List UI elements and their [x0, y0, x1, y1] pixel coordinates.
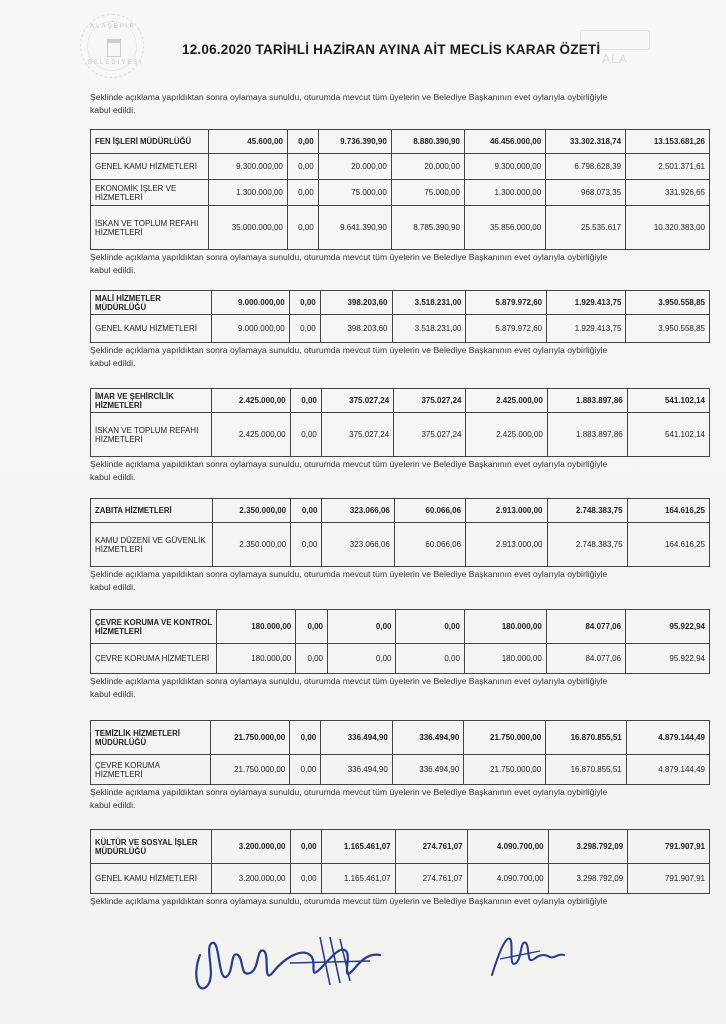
amount-cell: 164.616,25 — [627, 499, 709, 523]
note-line: kabul edildi. — [90, 472, 136, 482]
note-line: Şeklinde açıklama yapıldıktan sonra oylamaya sunuldu, oturumda mevcut tüm üyelerin ve Belediye Başkanının evet oylarıyla oybirliğiyle — [90, 569, 608, 579]
note-line: Şeklinde açıklama yapıldıktan sonra oylamaya sunuldu, oturumda mevcut tüm üyelerin ve Belediye Başkanının evet oylarıyla oybirliğiyle — [90, 459, 608, 469]
amount-cell: 0,00 — [287, 180, 318, 206]
amount-cell: 0,00 — [328, 644, 396, 674]
note-line: kabul edildi. — [90, 800, 136, 810]
amount-cell: 0,00 — [328, 610, 396, 644]
table-row — [91, 315, 710, 343]
department-name: FEN İŞLERİ MÜDÜRLÜĞÜ — [91, 130, 209, 154]
amount-cell: 2.425.000,00 — [466, 389, 547, 413]
seal-ring — [87, 21, 144, 71]
department-name: İMAR VE ŞEHİRCİLİK HİZMETLERİ — [91, 389, 212, 413]
amount-cell: 2.913.000,00 — [466, 523, 547, 567]
function-name: ÇEVRE KORUMA HİZMETLERİ — [91, 755, 211, 785]
amount-cell: 180.000,00 — [464, 644, 546, 674]
amount-cell: 9.300.000,00 — [209, 154, 288, 180]
table-header-row — [91, 130, 710, 154]
seal-text-bottom: BELEDİYESİ — [88, 60, 144, 66]
amount-cell: 21.750.000,00 — [211, 721, 290, 755]
amount-cell: 20.000,00 — [318, 154, 391, 180]
amount-cell: 2.425.000,00 — [212, 413, 291, 457]
amount-cell: 3.950.558,85 — [626, 291, 710, 315]
table-header-row — [91, 830, 710, 864]
amount-cell: 35.000.000,00 — [209, 206, 288, 250]
function-name: İSKAN VE TOPLUM REFAHI HİZMETLERİ — [91, 413, 212, 457]
amount-cell: 180.000,00 — [464, 610, 546, 644]
amount-cell: 1.929.413,75 — [547, 315, 626, 343]
department-name: ZABITA HİZMETLERİ — [91, 499, 213, 523]
amount-cell: 331.926,65 — [626, 180, 710, 206]
amount-cell: 375.027,24 — [394, 413, 466, 457]
amount-cell: 75.000,00 — [391, 180, 464, 206]
amount-cell: 0,00 — [296, 644, 328, 674]
function-name: GENEL KAMU HİZMETLERİ — [91, 154, 209, 180]
function-name: İSKAN VE TOPLUM REFAHI HİZMETLERİ — [91, 206, 209, 250]
amount-cell: 60.066,06 — [394, 523, 465, 567]
budget-table — [90, 388, 710, 457]
approval-note — [90, 786, 710, 812]
approval-note — [90, 675, 710, 701]
table-row — [91, 154, 710, 180]
amount-cell: 46.456.000,00 — [464, 130, 545, 154]
amount-cell: 2.913.000,00 — [466, 499, 547, 523]
amount-cell: 20.000,00 — [391, 154, 464, 180]
amount-cell: 8.785.390,90 — [391, 206, 464, 250]
amount-cell: 180.000,00 — [217, 644, 296, 674]
watermark-box — [580, 30, 650, 50]
approval-note — [90, 344, 710, 370]
amount-cell: 9.300.000,00 — [464, 154, 545, 180]
watermark-logo — [580, 30, 650, 74]
department-name: KÜLTÜR VE SOSYAL İŞLER MÜDÜRLÜĞÜ — [91, 830, 212, 864]
amount-cell: 0,00 — [291, 499, 322, 523]
amount-cell: 2.425.000,00 — [466, 413, 547, 457]
amount-cell: 336.494,90 — [321, 721, 393, 755]
table-row — [91, 864, 710, 894]
amount-cell: 180.000,00 — [217, 610, 296, 644]
amount-cell: 2.501.371,61 — [626, 154, 710, 180]
amount-cell: 2.748.383,75 — [547, 499, 627, 523]
amount-cell: 75.000,00 — [318, 180, 391, 206]
amount-cell: 375.027,24 — [321, 413, 393, 457]
department-name: TEMİZLİK HİZMETLERİ MÜDÜRLÜĞÜ — [91, 721, 211, 755]
seal-building-icon — [107, 39, 121, 57]
amount-cell: 0,00 — [287, 130, 318, 154]
table-header-row — [91, 610, 710, 644]
amount-cell: 0,00 — [287, 154, 318, 180]
amount-cell: 3.518.231,00 — [392, 291, 466, 315]
amount-cell: 16.870.855,51 — [546, 755, 627, 785]
amount-cell: 968.073,35 — [546, 180, 626, 206]
amount-cell: 9.641.390,90 — [318, 206, 391, 250]
amount-cell: 0,00 — [291, 523, 322, 567]
signature-2 — [480, 925, 580, 985]
amount-cell: 336.494,90 — [392, 755, 464, 785]
amount-cell: 0,00 — [287, 206, 318, 250]
note-line: kabul edildi. — [90, 582, 136, 592]
function-name: EKONOMİK İŞLER VE HİZMETLERİ — [91, 180, 209, 206]
amount-cell: 45.600,00 — [209, 130, 288, 154]
function-name: KAMU DÜZENİ VE GÜVENLİK HİZMETLERİ — [91, 523, 213, 567]
note-line: Şeklinde açıklama yapıldıktan sonra oylamaya sunuldu, oturumda mevcut tüm üyelerin ve Belediye Başkanının evet oylarıyla oybirliğiyle — [90, 92, 608, 102]
amount-cell: 274.761,07 — [395, 830, 467, 864]
amount-cell: 2.748.383,75 — [547, 523, 627, 567]
amount-cell: 375.027,24 — [394, 389, 466, 413]
amount-cell: 1.300.000,00 — [209, 180, 288, 206]
amount-cell: 21.750.000,00 — [464, 721, 546, 755]
municipality-seal-logo — [80, 14, 144, 78]
amount-cell: 1.883.897,86 — [547, 389, 627, 413]
budget-table — [90, 498, 710, 567]
budget-table — [90, 609, 710, 674]
amount-cell: 398.203,60 — [320, 315, 392, 343]
note-line: Şeklinde açıklama yapıldıktan sonra oylamaya sunuldu, oturumda mevcut tüm üyelerin ve Belediye Başkanının evet oylarıyla oybirliğiyle — [90, 345, 608, 355]
function-name: ÇEVRE KORUMA HİZMETLERİ — [91, 644, 217, 674]
amount-cell: 1.300.000,00 — [464, 180, 545, 206]
amount-cell: 398.203,60 — [320, 291, 392, 315]
table-header-row — [91, 291, 710, 315]
amount-cell: 164.616,25 — [627, 523, 709, 567]
note-line: kabul edildi. — [90, 105, 136, 115]
table-row — [91, 755, 710, 785]
amount-cell: 1.165.461,07 — [321, 864, 395, 894]
table-header-row — [91, 499, 710, 523]
table-row — [91, 206, 710, 250]
table-header-row — [91, 389, 710, 413]
amount-cell: 4.879.144,49 — [626, 721, 709, 755]
watermark-text: ALA — [602, 52, 628, 66]
amount-cell: 0,00 — [290, 864, 321, 894]
amount-cell: 274.761,07 — [395, 864, 467, 894]
table-header-row — [91, 721, 710, 755]
page-title: 12.06.2020 TARİHLİ HAZİRAN AYINA AİT MECLİS KARAR ÖZETİ — [182, 42, 601, 57]
amount-cell: 2.350.000,00 — [212, 499, 291, 523]
amount-cell: 0,00 — [290, 389, 321, 413]
signature-1 — [190, 925, 390, 1000]
amount-cell: 95.922,94 — [626, 644, 710, 674]
amount-cell: 0,00 — [396, 610, 464, 644]
amount-cell: 0,00 — [290, 755, 321, 785]
table-row — [91, 523, 710, 567]
intro-note — [90, 91, 710, 117]
amount-cell: 9.736.390,90 — [318, 130, 391, 154]
amount-cell: 9.000.000,00 — [211, 291, 289, 315]
amount-cell: 3.298.792,09 — [548, 830, 628, 864]
budget-table — [90, 290, 710, 343]
amount-cell: 541.102,14 — [627, 413, 709, 457]
note-line: kabul edildi. — [90, 265, 136, 275]
table-row — [91, 180, 710, 206]
amount-cell: 541.102,14 — [627, 389, 709, 413]
amount-cell: 0,00 — [396, 644, 464, 674]
amount-cell: 2.350.000,00 — [212, 523, 291, 567]
amount-cell: 95.922,94 — [626, 610, 710, 644]
budget-table — [90, 720, 710, 785]
amount-cell: 8.880.390,90 — [391, 130, 464, 154]
budget-table — [90, 129, 710, 250]
budget-table — [90, 829, 710, 894]
approval-note — [90, 458, 710, 484]
department-name: ÇEVRE KORUMA VE KONTROL HİZMETLERİ — [91, 610, 217, 644]
amount-cell: 323.066,06 — [322, 523, 394, 567]
function-name: GENEL KAMU HİZMETLERİ — [91, 864, 212, 894]
table-row — [91, 644, 710, 674]
amount-cell: 3.200.000,00 — [212, 830, 290, 864]
amount-cell: 10.320.383,00 — [626, 206, 710, 250]
approval-note — [90, 568, 710, 594]
amount-cell: 9.000.000,00 — [211, 315, 289, 343]
amount-cell: 0,00 — [290, 830, 321, 864]
amount-cell: 336.494,90 — [321, 755, 393, 785]
note-line: Şeklinde açıklama yapıldıktan sonra oylamaya sunuldu, oturumda mevcut tüm üyelerin ve Belediye Başkanının evet oylarıyla oybirliğiyle — [90, 676, 608, 686]
amount-cell: 375.027,24 — [321, 389, 393, 413]
amount-cell: 0,00 — [290, 413, 321, 457]
department-name: MALİ HİZMETLER MÜDÜRLÜĞÜ — [91, 291, 212, 315]
amount-cell: 13.153.681,26 — [626, 130, 710, 154]
amount-cell: 25.535.617 — [546, 206, 626, 250]
amount-cell: 336.494,90 — [392, 721, 464, 755]
amount-cell: 16.870.855,51 — [546, 721, 627, 755]
amount-cell: 60.066,06 — [394, 499, 465, 523]
amount-cell: 791.907,91 — [628, 830, 710, 864]
amount-cell: 4.879.144,49 — [626, 755, 709, 785]
seal-text-top: ALAŞEHİR — [90, 24, 136, 30]
amount-cell: 2.425.000,00 — [212, 389, 291, 413]
amount-cell: 21.750.000,00 — [464, 755, 546, 785]
amount-cell: 84.077,06 — [546, 644, 625, 674]
approval-note — [90, 251, 710, 277]
amount-cell: 35.856.000,00 — [464, 206, 545, 250]
note-line: kabul edildi. — [90, 689, 136, 699]
amount-cell: 323.066,06 — [322, 499, 394, 523]
amount-cell: 5.879.972,60 — [466, 315, 547, 343]
note-line: Şeklinde açıklama yapıldıktan sonra oylamaya sunuldu, oturumda mevcut tüm üyelerin ve Belediye Başkanının evet oylarıyla oybirliğiyle — [90, 896, 608, 906]
amount-cell: 1.165.461,07 — [321, 830, 395, 864]
amount-cell: 3.950.558,85 — [626, 315, 710, 343]
function-name: GENEL KAMU HİZMETLERİ — [91, 315, 212, 343]
amount-cell: 1.883.897,86 — [547, 413, 627, 457]
amount-cell: 84.077,06 — [546, 610, 625, 644]
amount-cell: 4.090.700,00 — [467, 864, 548, 894]
table-row — [91, 413, 710, 457]
amount-cell: 3.298.792,09 — [548, 864, 628, 894]
amount-cell: 1.929.413,75 — [547, 291, 626, 315]
amount-cell: 4.090.700,00 — [467, 830, 548, 864]
amount-cell: 21.750.000,00 — [211, 755, 290, 785]
note-line: kabul edildi. — [90, 358, 136, 368]
approval-note — [90, 895, 710, 908]
amount-cell: 33.302.318,74 — [546, 130, 626, 154]
amount-cell: 0,00 — [289, 291, 320, 315]
amount-cell: 0,00 — [290, 721, 321, 755]
amount-cell: 3.518.231,00 — [392, 315, 466, 343]
amount-cell: 0,00 — [289, 315, 320, 343]
amount-cell: 5.879.972,60 — [466, 291, 547, 315]
note-line: Şeklinde açıklama yapıldıktan sonra oylamaya sunuldu, oturumda mevcut tüm üyelerin ve Belediye Başkanının evet oylarıyla oybirliğiyle — [90, 252, 608, 262]
amount-cell: 0,00 — [296, 610, 328, 644]
amount-cell: 6.798.628,39 — [546, 154, 626, 180]
note-line: Şeklinde açıklama yapıldıktan sonra oylamaya sunuldu, oturumda mevcut tüm üyelerin ve Belediye Başkanının evet oylarıyla oybirliğiyle — [90, 787, 608, 797]
amount-cell: 3.200.000,00 — [212, 864, 290, 894]
amount-cell: 791.907,91 — [628, 864, 710, 894]
